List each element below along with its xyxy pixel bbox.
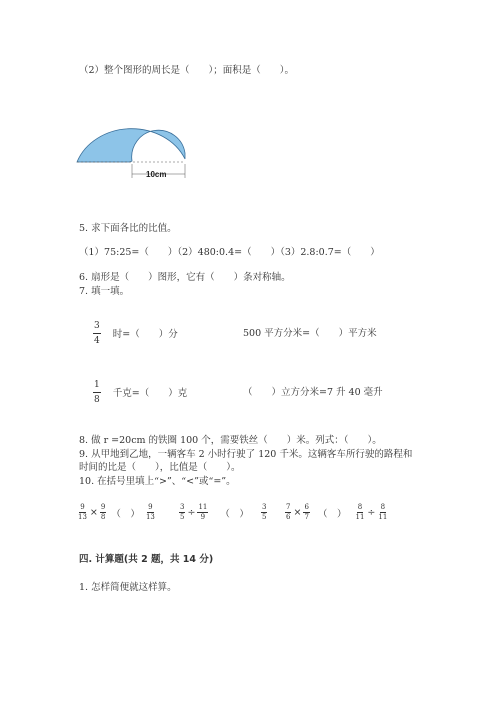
section-4-heading: 四. 计算题(共 2 题，共 14 分) xyxy=(79,554,214,565)
question-7-item-area: 500 平方分米=（ ）平方米 xyxy=(243,328,377,339)
question-5-ratios: （1）75:25=（ ）（2）480:0.4=（ ）（3）2.8:0.7=（ ） xyxy=(79,247,380,258)
question-9-line-2: 时间的比是（ ），比值是（ ）。 xyxy=(79,462,241,473)
fraction-one-eighth: $\frac{1}{8}$ xyxy=(94,380,100,405)
comparison-1: $\frac{9}{13}$ × $\frac{9}{8}$ （ ） $\frac{9}{13}$ xyxy=(78,503,155,521)
answer-blank[interactable]: （ ） xyxy=(220,508,249,520)
section-4-question-1: 1. 怎样简便就这样算。 xyxy=(79,582,177,593)
question-8: 8. 做 r =20cm 的铁圈 100 个，需要铁丝（ ）米。列式：（ ）。 xyxy=(79,435,382,446)
question-6: 6. 扇形是（ ）图形，它有（ ）条对称轴。 xyxy=(79,272,291,283)
question-9-line-1: 9. 从甲地到乙地，一辆客车 2 小时行驶了 120 千米。这辆客车所行驶的路程和 xyxy=(79,449,413,460)
question-5-title: 5. 求下面各比的比值。 xyxy=(79,223,177,234)
dimension-label: 10cm xyxy=(146,170,167,179)
question-7-item-weight: $\frac{1}{8}$ 千克=（ ）克 xyxy=(94,380,188,405)
question-7-title: 7. 填一填。 xyxy=(79,286,130,297)
question-10-title: 10. 在括号里填上“>”、“<”或“=”。 xyxy=(79,476,236,487)
question-7-item-hours: $\frac{3}{4}$ 时=（ ）分 xyxy=(94,321,178,346)
comparison-2: $\frac{3}{5}$ ÷ $\frac{11}{9}$ （ ） $\frac{3}{5}$ xyxy=(180,503,267,521)
answer-blank[interactable]: （ ） xyxy=(111,508,140,520)
answer-blank[interactable]: （ ） xyxy=(317,508,347,520)
fraction-three-quarters: $\frac{3}{4}$ xyxy=(94,321,100,346)
question-2-perimeter-area: （2）整个图形的周长是（ ）；面积是（ ）。 xyxy=(79,65,295,76)
comparison-3: $\frac{7}{6}$ × $\frac{6}{7}$ （ ） $\frac{8}{11}$ ÷ $\frac{8}{11}$ xyxy=(286,503,388,521)
question-7-item-volume: （ ）立方分米=7 升 40 毫升 xyxy=(243,387,383,398)
shape-figure xyxy=(72,106,192,189)
